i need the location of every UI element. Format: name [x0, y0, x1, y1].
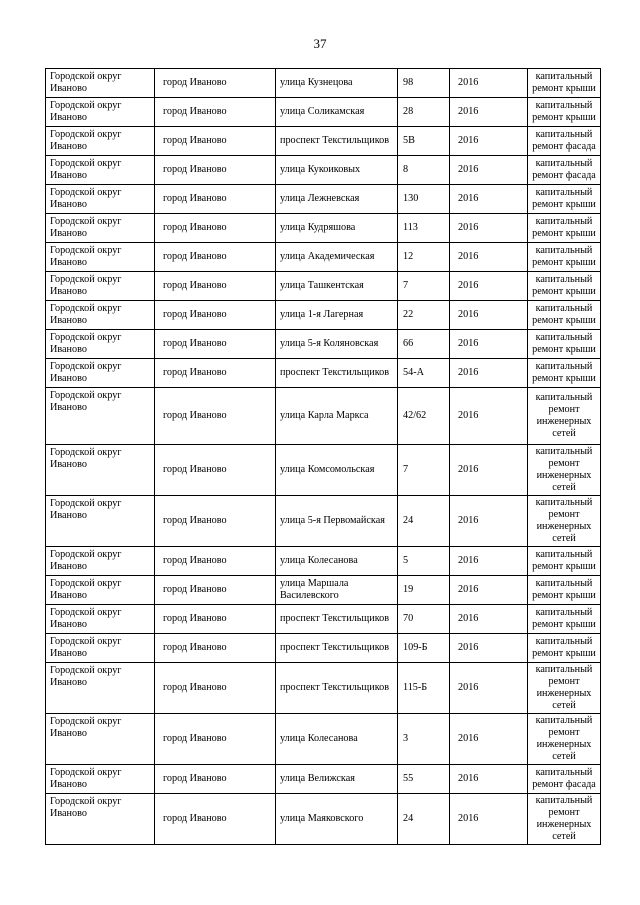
table-cell-work-type: капитальный ремонт крыши	[528, 634, 601, 663]
repair-table-body	[46, 69, 601, 845]
table-cell-street: улица Комсомольская	[276, 445, 398, 496]
table-cell-work-type: капитальный ремонт инженерных сетей	[528, 714, 601, 765]
table-cell-city: город Иваново	[155, 445, 276, 496]
table-cell-house: 55	[398, 765, 450, 794]
table-cell-street: улица Академическая	[276, 243, 398, 272]
table-cell-city: город Иваново	[155, 69, 276, 98]
table-cell-district: Городской округ Иваново	[46, 714, 155, 765]
table-row	[46, 243, 601, 272]
table-row	[46, 634, 601, 663]
table-cell-district: Городской округ Иваново	[46, 156, 155, 185]
table-cell-city: город Иваново	[155, 359, 276, 388]
table-cell-street: улица Велижская	[276, 765, 398, 794]
table-cell-house: 7	[398, 272, 450, 301]
table-cell-city: город Иваново	[155, 214, 276, 243]
table-cell-street: улица Маяковского	[276, 794, 398, 845]
table-cell-year: 2016	[450, 330, 528, 359]
table-row	[46, 185, 601, 214]
table-cell-house: 130	[398, 185, 450, 214]
table-cell-house: 24	[398, 496, 450, 547]
table-cell-street: улица Кузнецова	[276, 69, 398, 98]
table-cell-year: 2016	[450, 576, 528, 605]
table-row	[46, 605, 601, 634]
table-cell-district: Городской округ Иваново	[46, 663, 155, 714]
table-cell-work-type: капитальный ремонт фасада	[528, 127, 601, 156]
table-cell-city: город Иваново	[155, 547, 276, 576]
table-cell-year: 2016	[450, 445, 528, 496]
table-cell-street: улица Кудряшова	[276, 214, 398, 243]
table-cell-city: город Иваново	[155, 634, 276, 663]
table-row	[46, 714, 601, 765]
table-row	[46, 214, 601, 243]
table-cell-work-type: капитальный ремонт крыши	[528, 359, 601, 388]
table-cell-street: проспект Текстильщиков	[276, 359, 398, 388]
table-cell-city: город Иваново	[155, 243, 276, 272]
table-cell-street: улица Колесанова	[276, 547, 398, 576]
table-row	[46, 663, 601, 714]
table-cell-house: 54-А	[398, 359, 450, 388]
table-cell-district: Городской округ Иваново	[46, 359, 155, 388]
table-cell-city: город Иваново	[155, 185, 276, 214]
table-cell-year: 2016	[450, 634, 528, 663]
table-row	[46, 445, 601, 496]
table-cell-house: 66	[398, 330, 450, 359]
table-cell-work-type: капитальный ремонт крыши	[528, 98, 601, 127]
table-cell-city: город Иваново	[155, 388, 276, 445]
table-cell-street: проспект Текстильщиков	[276, 663, 398, 714]
table-cell-year: 2016	[450, 605, 528, 634]
table-cell-city: город Иваново	[155, 663, 276, 714]
table-row	[46, 496, 601, 547]
table-cell-year: 2016	[450, 243, 528, 272]
table-row	[46, 272, 601, 301]
table-cell-district: Городской округ Иваново	[46, 301, 155, 330]
table-cell-house: 42/62	[398, 388, 450, 445]
table-cell-district: Городской округ Иваново	[46, 243, 155, 272]
table-cell-house: 70	[398, 605, 450, 634]
table-cell-district: Городской округ Иваново	[46, 272, 155, 301]
table-cell-district: Городской округ Иваново	[46, 794, 155, 845]
table-cell-street: улица 1-я Лагерная	[276, 301, 398, 330]
table-cell-year: 2016	[450, 714, 528, 765]
table-cell-city: город Иваново	[155, 272, 276, 301]
table-cell-street: улица 5-я Первомайская	[276, 496, 398, 547]
table-cell-year: 2016	[450, 765, 528, 794]
table-cell-city: город Иваново	[155, 301, 276, 330]
table-cell-house: 28	[398, 98, 450, 127]
table-cell-house: 8	[398, 156, 450, 185]
table-cell-street: улица Маршала Василевского	[276, 576, 398, 605]
table-cell-work-type: капитальный ремонт крыши	[528, 547, 601, 576]
table-cell-work-type: капитальный ремонт крыши	[528, 272, 601, 301]
table-cell-work-type: капитальный ремонт крыши	[528, 214, 601, 243]
table-cell-house: 98	[398, 69, 450, 98]
table-cell-house: 5	[398, 547, 450, 576]
table-cell-district: Городской округ Иваново	[46, 445, 155, 496]
table-cell-work-type: капитальный ремонт инженерных сетей	[528, 496, 601, 547]
table-cell-year: 2016	[450, 663, 528, 714]
table-cell-street: улица Лежневская	[276, 185, 398, 214]
table-cell-district: Городской округ Иваново	[46, 69, 155, 98]
table-cell-street: улица Соликамская	[276, 98, 398, 127]
table-row	[46, 576, 601, 605]
table-cell-house: 7	[398, 445, 450, 496]
table-cell-street: улица Колесанова	[276, 714, 398, 765]
table-cell-house: 113	[398, 214, 450, 243]
table-row	[46, 156, 601, 185]
table-cell-work-type: капитальный ремонт крыши	[528, 243, 601, 272]
table-cell-street: проспект Текстильщиков	[276, 127, 398, 156]
table-cell-district: Городской округ Иваново	[46, 576, 155, 605]
table-cell-district: Городской округ Иваново	[46, 765, 155, 794]
table-row	[46, 330, 601, 359]
table-cell-house: 12	[398, 243, 450, 272]
table-row	[46, 388, 601, 445]
table-cell-street: улица Кукоиковых	[276, 156, 398, 185]
page-number: 37	[313, 36, 327, 51]
table-cell-year: 2016	[450, 214, 528, 243]
table-cell-work-type: капитальный ремонт инженерных сетей	[528, 663, 601, 714]
table-cell-city: город Иваново	[155, 765, 276, 794]
table-cell-city: город Иваново	[155, 714, 276, 765]
table-cell-year: 2016	[450, 185, 528, 214]
table-cell-year: 2016	[450, 272, 528, 301]
table-cell-city: город Иваново	[155, 98, 276, 127]
table-row	[46, 98, 601, 127]
table-cell-work-type: капитальный ремонт фасада	[528, 156, 601, 185]
table-row	[46, 794, 601, 845]
table-cell-district: Городской округ Иваново	[46, 496, 155, 547]
table-cell-year: 2016	[450, 388, 528, 445]
table-row	[46, 69, 601, 98]
table-cell-city: город Иваново	[155, 156, 276, 185]
table-cell-district: Городской округ Иваново	[46, 127, 155, 156]
table-cell-work-type: капитальный ремонт крыши	[528, 301, 601, 330]
table-cell-house: 22	[398, 301, 450, 330]
table-row	[46, 547, 601, 576]
table-cell-work-type: капитальный ремонт инженерных сетей	[528, 794, 601, 845]
table-cell-district: Городской округ Иваново	[46, 388, 155, 445]
table-cell-district: Городской округ Иваново	[46, 634, 155, 663]
table-cell-year: 2016	[450, 69, 528, 98]
table-cell-street: проспект Текстильщиков	[276, 634, 398, 663]
table-cell-work-type: капитальный ремонт инженерных сетей	[528, 388, 601, 445]
table-cell-work-type: капитальный ремонт крыши	[528, 330, 601, 359]
table-cell-year: 2016	[450, 496, 528, 547]
table-cell-year: 2016	[450, 156, 528, 185]
table-cell-year: 2016	[450, 98, 528, 127]
table-cell-work-type: капитальный ремонт крыши	[528, 576, 601, 605]
table-cell-house: 3	[398, 714, 450, 765]
table-cell-year: 2016	[450, 547, 528, 576]
table-cell-city: город Иваново	[155, 794, 276, 845]
table-cell-street: улица 5-я Коляновская	[276, 330, 398, 359]
table-cell-year: 2016	[450, 127, 528, 156]
table-cell-work-type: капитальный ремонт крыши	[528, 185, 601, 214]
table-cell-district: Городской округ Иваново	[46, 547, 155, 576]
repair-table	[45, 68, 601, 845]
table-row	[46, 359, 601, 388]
table-cell-work-type: капитальный ремонт крыши	[528, 69, 601, 98]
table-cell-street: улица Ташкентская	[276, 272, 398, 301]
table-cell-city: город Иваново	[155, 127, 276, 156]
table-cell-house: 24	[398, 794, 450, 845]
table-row	[46, 301, 601, 330]
table-cell-work-type: капитальный ремонт инженерных сетей	[528, 445, 601, 496]
table-cell-city: город Иваново	[155, 605, 276, 634]
table-cell-street: проспект Текстильщиков	[276, 605, 398, 634]
table-cell-district: Городской округ Иваново	[46, 330, 155, 359]
table-cell-district: Городской округ Иваново	[46, 98, 155, 127]
table-cell-street: улица Карла Маркса	[276, 388, 398, 445]
table-cell-district: Городской округ Иваново	[46, 185, 155, 214]
table-cell-work-type: капитальный ремонт фасада	[528, 765, 601, 794]
table-row	[46, 127, 601, 156]
table-cell-district: Городской округ Иваново	[46, 605, 155, 634]
table-cell-year: 2016	[450, 359, 528, 388]
table-cell-house: 19	[398, 576, 450, 605]
table-cell-house: 109-Б	[398, 634, 450, 663]
table-cell-city: город Иваново	[155, 576, 276, 605]
table-cell-year: 2016	[450, 794, 528, 845]
table-cell-district: Городской округ Иваново	[46, 214, 155, 243]
table-cell-year: 2016	[450, 301, 528, 330]
table-row	[46, 765, 601, 794]
table-cell-work-type: капитальный ремонт крыши	[528, 605, 601, 634]
table-cell-house: 115-Б	[398, 663, 450, 714]
table-cell-house: 5В	[398, 127, 450, 156]
table-cell-city: город Иваново	[155, 330, 276, 359]
table-cell-city: город Иваново	[155, 496, 276, 547]
